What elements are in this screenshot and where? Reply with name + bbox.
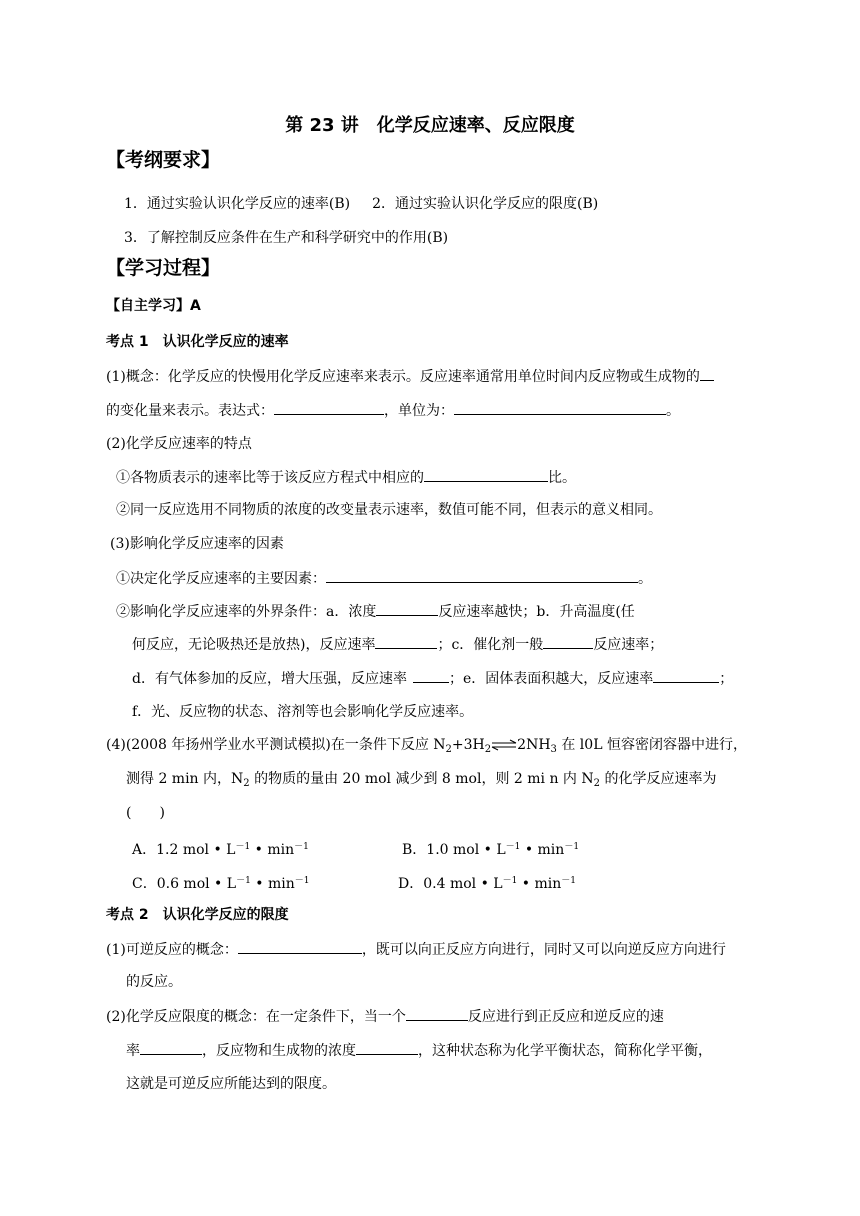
para-1-line-1: (1)概念：化学反应的快慢用化学反应速率来表示。反应速率通常用单位时间内反应物或生成物的 — [106, 366, 714, 387]
para-1-line-2: 的变化量来表示。表达式： ，单位为： 。 — [106, 400, 680, 421]
option-c[interactable]: C．0.6 mol • $L^{-1}$ • $\min^{-1}$ — [132, 876, 310, 892]
para-3-heading: (3)影响化学反应速率的因素 — [110, 536, 284, 552]
q2-para-1-line-1: (1)可逆反应的概念： ，既可以向正反应方向进行，同时又可以向逆反应方向进行 — [106, 939, 726, 960]
option-d[interactable]: D．0.4 mol • $L^{-1}$ • $\min^{-1}$ — [398, 876, 576, 892]
fill-blank[interactable] — [543, 634, 593, 649]
para-2-heading: (2)化学反应速率的特点 — [106, 436, 252, 452]
question-4-line-1: (4)(2008 年扬州学业水平测试模拟)在一条件下反应 $N_2+3H_2$ $2NH_3$ 在 l0L 恒容密闭容器中进行， — [106, 737, 747, 755]
kaodian-1-heading: 考点 1 认识化学反应的速率 — [106, 334, 289, 350]
q2-para-2-line-1: (2)化学反应限度的概念：在一定条件下，当一个 反应进行到正反应和逆反应的速 — [106, 1006, 664, 1027]
fill-blank[interactable] — [406, 1006, 468, 1021]
question-4-line-2: 测得 2 min 内，$N_2$ 的物质的量由 20 mol 减少到 8 mol，则 2 mi n 内 $N_2$ 的化学反应速率为 — [126, 771, 717, 789]
option-b[interactable]: B．1.0 mol • $L^{-1}$ • $\min^{-1}$ — [402, 842, 580, 858]
section-heading-xuexi: 【学习过程】 — [106, 257, 221, 279]
kaogang-item-3: 3．了解控制反应条件在生产和科学研究中的作用(B) — [124, 230, 449, 246]
fill-blank[interactable] — [653, 668, 719, 683]
section-heading-kaogang: 【考纲要求】 — [106, 149, 221, 171]
fill-blank[interactable] — [326, 568, 638, 583]
fill-blank[interactable] — [238, 939, 362, 954]
kaogang-item-1-2 — [124, 194, 598, 214]
option-a[interactable]: A．1.2 mol • $L^{-1}$ • $\min^{-1}$ — [132, 842, 309, 858]
q2-para-2-line-2: 率 ，反应物和生成物的浓度 ，这种状态称为化学平衡状态，简称化学平衡， — [126, 1040, 712, 1061]
para-3-item-2-line-3: d．有气体参加的反应，增大压强，反应速率 ；e．固体表面积越大，反应速率 ； — [132, 668, 733, 689]
para-2-item-2: ②同一反应选用不同物质的浓度的改变量表示速率，数值可能不同，但表示的意义相同。 — [116, 502, 662, 518]
para-3-item-2-line-1: ②影响化学反应速率的外界条件：a．浓度 反应速率越快；b．升高温度(任 — [116, 601, 635, 622]
fill-blank[interactable] — [424, 467, 548, 482]
fill-blank[interactable] — [140, 1040, 202, 1055]
fill-blank-expression[interactable] — [274, 400, 384, 415]
fill-blank[interactable] — [375, 634, 437, 649]
para-3-item-2-line-4: f．光、反应物的状态、溶剂等也会影响化学反应速率。 — [132, 704, 474, 720]
reversible-arrow-icon — [491, 739, 517, 751]
q2-para-2-line-3: 这就是可逆反应所能达到的限度。 — [126, 1076, 336, 1092]
fill-blank[interactable] — [700, 366, 714, 381]
subsection-zizhu: 【自主学习】A — [106, 298, 201, 314]
para-2-item-1: ①各物质表示的速率比等于该反应方程式中相应的 比。 — [116, 467, 576, 488]
kaodian-2-heading: 考点 2 认识化学反应的限度 — [106, 907, 289, 923]
para-3-item-2-line-2: 何反应，无论吸热还是放热)，反应速率 ；c．催化剂一般 反应速率； — [132, 634, 663, 655]
fill-blank[interactable] — [376, 601, 438, 616]
page-title: 第 23 讲 化学反应速率、反应限度 — [285, 115, 575, 136]
kaogang-item-1: 1．通过实验认识化学反应的速率(B) — [124, 196, 351, 212]
para-3-item-1: ①决定化学反应速率的主要因素： 。 — [116, 568, 652, 589]
answer-parentheses: ( ) — [126, 805, 165, 821]
fill-blank-unit[interactable] — [454, 400, 666, 415]
kaogang-item-2: 2．通过实验认识化学反应的限度(B) — [372, 196, 599, 212]
q2-para-1-line-2: 的反应。 — [126, 974, 182, 990]
fill-blank[interactable] — [356, 1040, 418, 1055]
fill-blank[interactable] — [413, 668, 449, 683]
